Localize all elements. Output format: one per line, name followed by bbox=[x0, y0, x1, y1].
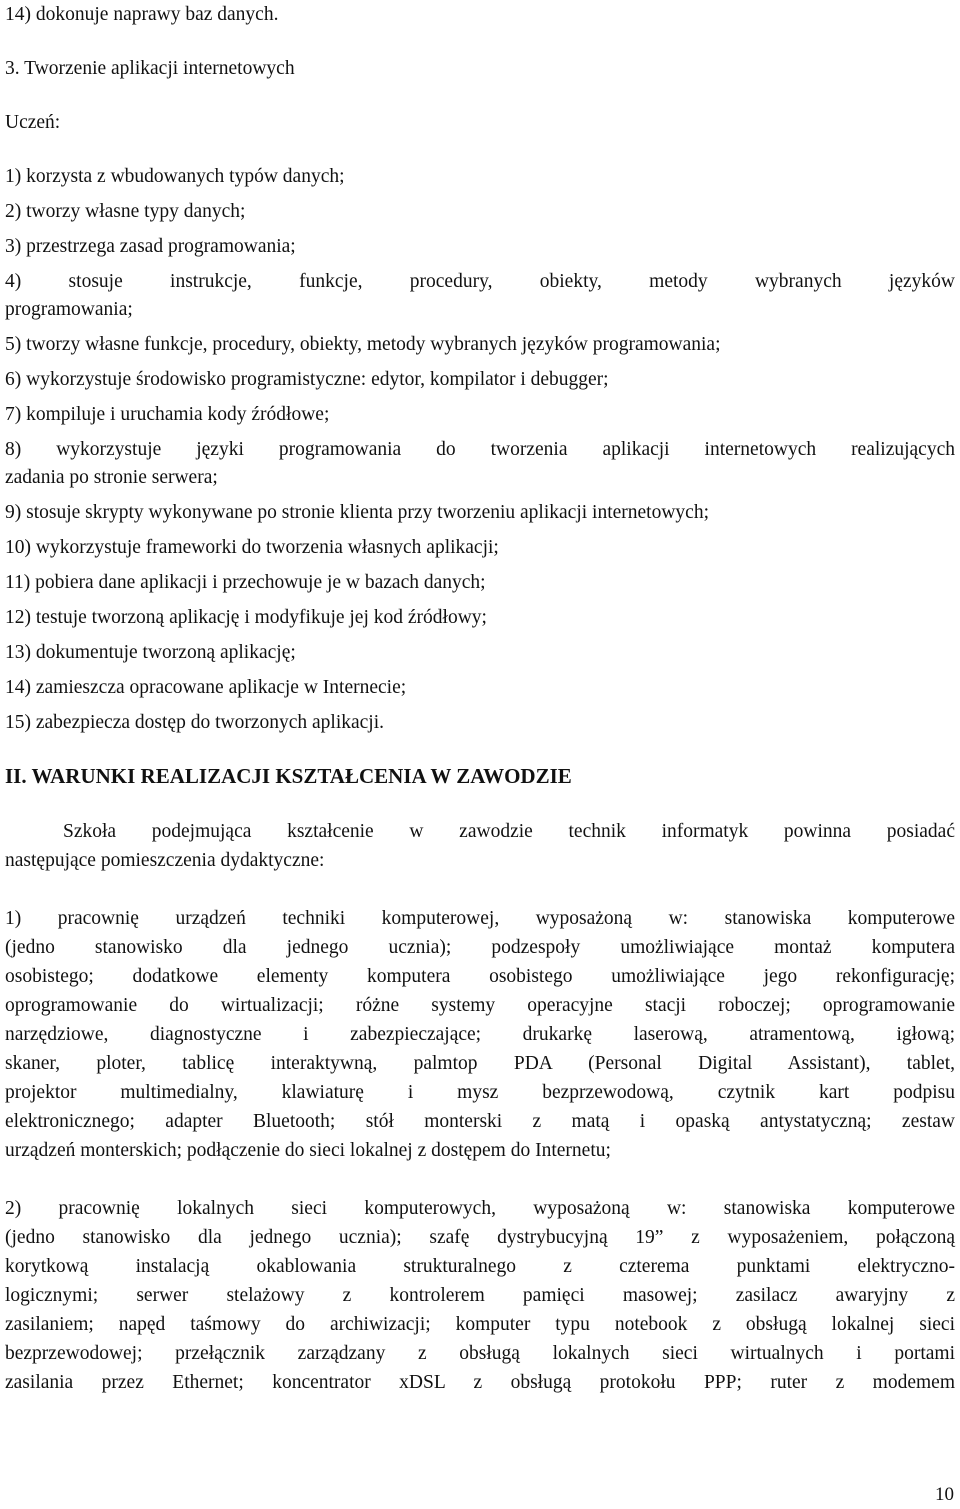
paragraph-line: osobistego; dodatkowe elementy komputera osobistego umożliwiające jego rekonfigurację; bbox=[5, 966, 955, 987]
list-item: 12) testuje tworzoną aplikację i modyfikuje jej kod źródłowy; bbox=[5, 607, 487, 628]
paragraph-line: logicznymi; serwer stelażowy z kontrolerem pamięci masowej; zasilacz awaryjny z bbox=[5, 1285, 955, 1306]
intro-line: Szkoła podejmująca kształcenie w zawodzie technik informatyk powinna posiadać bbox=[63, 821, 955, 842]
page-number: 10 bbox=[935, 1484, 954, 1505]
paragraph-line: (jedno stanowisko dla jednego ucznia); podzespoły umożliwiające montaż komputera bbox=[5, 937, 955, 958]
document-page bbox=[5, 0, 955, 1397]
list-item: 14) zamieszcza opracowane aplikacje w Internecie; bbox=[5, 677, 407, 698]
list-item-continuation: programowania; bbox=[5, 299, 133, 320]
paragraph-line: zasilaniem; napęd taśmowy do archiwizacji; komputer typu notebook z obsługą lokalnej sieci bbox=[5, 1314, 955, 1335]
paragraph-lab-1 bbox=[5, 904, 955, 1165]
paragraph-line: oprogramowanie do wirtualizacji; różne systemy operacyjne stacji roboczej; oprogramowanie bbox=[5, 995, 955, 1016]
paragraph-line: 2) pracownię lokalnych sieci komputerowych, wyposażoną w: stanowiska komputerowe bbox=[5, 1198, 955, 1219]
list-item: 7) kompiluje i uruchamia kody źródłowe; bbox=[5, 404, 330, 425]
list-item: 15) zabezpiecza dostęp do tworzonych aplikacji. bbox=[5, 712, 385, 733]
list-item bbox=[5, 435, 955, 464]
list-item-line: 8) wykorzystuje języki programowania do tworzenia aplikacji internetowych realizujących bbox=[5, 439, 955, 460]
list-item: 10) wykorzystuje frameworki do tworzenia własnych aplikacji; bbox=[5, 537, 499, 558]
paragraph-line: (jedno stanowisko dla jednego ucznia); szafę dystrybucyjną 19” z wyposażeniem, połączoną bbox=[5, 1227, 955, 1248]
paragraph-lab-2 bbox=[5, 1194, 955, 1397]
paragraph-line: projektor multimedialny, klawiaturę i mysz bezprzewodową, czytnik kart podpisu bbox=[5, 1082, 955, 1103]
paragraph-line: urządzeń monterskich; podłączenie do sieci lokalnej z dostępem do Internetu; bbox=[5, 1140, 611, 1161]
previous-item-text: 14) dokonuje naprawy baz danych. bbox=[5, 4, 279, 25]
section-3-item-list bbox=[5, 162, 955, 737]
section-ii-title: II. WARUNKI REALIZACJI KSZTAŁCENIA W ZAWODZIE bbox=[5, 764, 572, 788]
list-item: 6) wykorzystuje środowisko programistyczne: edytor, kompilator i debugger; bbox=[5, 369, 609, 390]
section-3-heading: 3. Tworzenie aplikacji internetowych bbox=[5, 58, 295, 79]
list-item: 13) dokumentuje tworzoną aplikację; bbox=[5, 642, 296, 663]
paragraph-line: zasilania przez Ethernet; koncentrator xDSL z obsługą protokołu PPP; ruter z modemem bbox=[5, 1372, 955, 1393]
paragraph-line: 1) pracownię urządzeń techniki komputerowej, wyposażoną w: stanowiska komputerowe bbox=[5, 908, 955, 929]
list-item: 2) tworzy własne typy danych; bbox=[5, 201, 246, 222]
intro-line: następujące pomieszczenia dydaktyczne: bbox=[5, 850, 325, 871]
list-item: 11) pobiera dane aplikacji i przechowuje je w bazach danych; bbox=[5, 572, 486, 593]
section-3-lead: Uczeń: bbox=[5, 112, 61, 133]
section-ii-intro bbox=[5, 817, 955, 875]
paragraph-line: korytkową instalacją okablowania strukturalnego z czterema punktami elektryczno- bbox=[5, 1256, 955, 1277]
list-item-continuation: zadania po stronie serwera; bbox=[5, 467, 218, 488]
paragraph-line: skaner, ploter, tablicę interaktywną, palmtop PDA (Personal Digital Assistant), tablet, bbox=[5, 1053, 955, 1074]
list-item: 5) tworzy własne funkcje, procedury, obiekty, metody wybranych języków programowania; bbox=[5, 334, 721, 355]
paragraph-line: elektronicznego; adapter Bluetooth; stół monterski z matą i opaską antystatyczną; zestaw bbox=[5, 1111, 955, 1132]
list-item-line: 4) stosuje instrukcje, funkcje, procedury, obiekty, metody wybranych języków bbox=[5, 271, 955, 292]
list-item bbox=[5, 267, 955, 296]
paragraph-line: narzędziowe, diagnostyczne i zabezpieczające; drukarkę laserową, atramentową, igłową; bbox=[5, 1024, 955, 1045]
list-item: 9) stosuje skrypty wykonywane po stronie klienta przy tworzeniu aplikacji internetowych; bbox=[5, 502, 709, 523]
list-item: 1) korzysta z wbudowanych typów danych; bbox=[5, 166, 345, 187]
paragraph-line: bezprzewodowej; przełącznik zarządzany z obsługą lokalnych sieci wirtualnych i portami bbox=[5, 1343, 955, 1364]
list-item: 3) przestrzega zasad programowania; bbox=[5, 236, 296, 257]
